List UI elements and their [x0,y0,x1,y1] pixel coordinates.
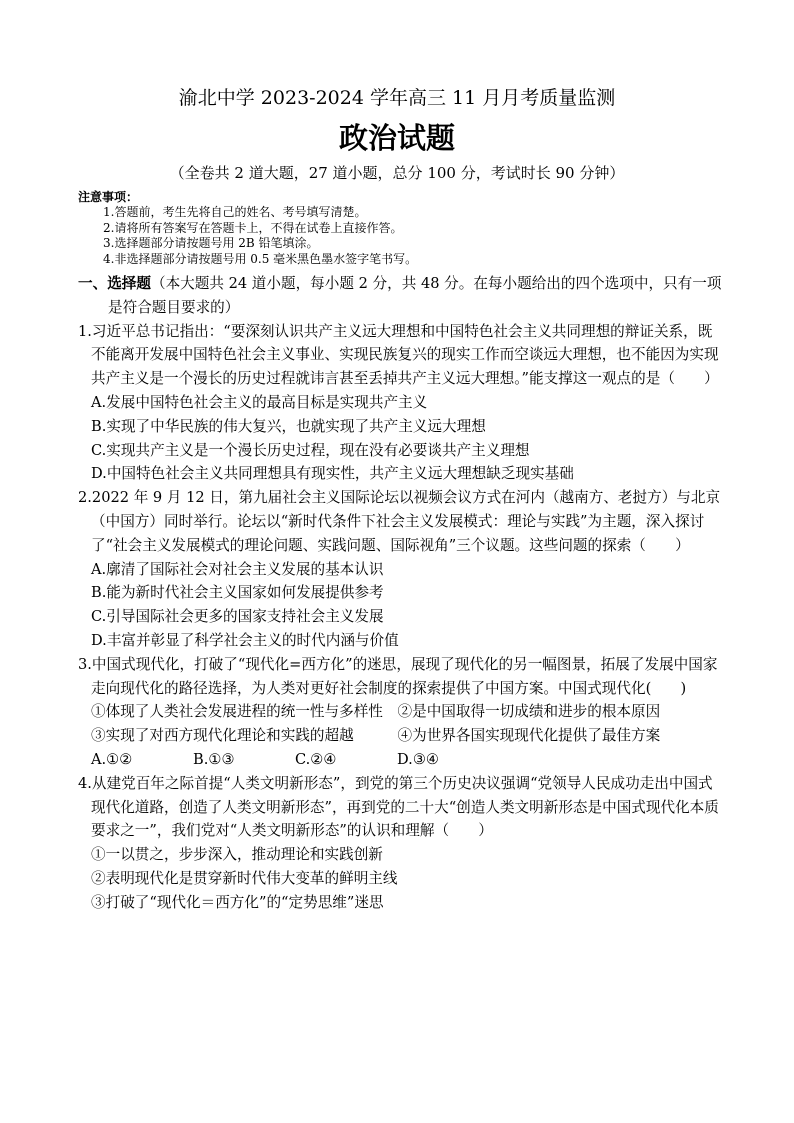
statement-1-2 [78,700,724,724]
notice-block [78,190,738,267]
section-title: 一、选择题 [78,275,151,292]
section-description: （本大题共 24 道小题，每小题 2 分，共 48 分。在每小题给出的四个选项中，只有一项是符合题目要求的） [108,275,722,316]
question-3 [78,653,724,772]
statement-3: ③打破了“现代化＝西方化”的“定势思维”迷思 [91,893,384,911]
statement-1: ①一以贯之，步步深入，推动理论和实践创新 [91,846,383,864]
notice-item: 1.答题前，考生先将自己的姓名、考号填写清楚。 [103,205,367,220]
statement-3: ③实现了对西方现代化理论和实践的超越 [91,727,354,745]
choice-d: D.③④ [397,750,439,768]
notice-item: 3.选择题部分请按题号用 2B 铅笔填涂。 [103,236,319,251]
option-b: B.能为新时代社会主义国家如何发展提供参考 [91,584,384,602]
option-b: B.实现了中华民族的伟大复兴，也就实现了共产主义远大理想 [91,417,486,435]
notice-item: 4.非选择题部分请按题号用 0.5 毫米黑色墨水签字笔书写。 [103,251,418,266]
question-stem: 3.中国式现代化，打破了“现代化=西方化”的迷思，展现了现代化的另一幅图景，拓展了发展中国家走向现代化的路径选择，为人类对更好社会制度的探索提供了中国方案。中国式现代化( ) [78,655,718,697]
statement-2: ②是中国取得一切成绩和进步的根本原因 [397,703,661,721]
choice-a: A.①② [91,750,133,768]
section-heading [78,272,724,320]
notice-item: 2.请将所有答案写在答题卡上，不得在试卷上直接作答。 [103,220,403,235]
statement-4: ④为世界各国实现现代化提供了最佳方案 [397,727,661,745]
questions-area [78,272,724,915]
option-a: A.发展中国特色社会主义的最高目标是实现共产主义 [91,393,428,411]
question-stem: 4.从建党百年之际首提“人类文明新形态”，到党的第三个历史决议强调“党领导人民成功走出中国式现代化道路，创造了人类文明新形态”，再到党的二十大“创造人类文明新形态是中国式现代化本质要求之一”，我们党对“人类文明新形态”的认识和理解（ ） [78,774,719,840]
option-d: D.中国特色社会主义共同理想具有现实性，共产主义远大理想缺乏现实基础 [91,465,574,483]
question-stem: 2.2022 年 9 月 12 日，第九届社会主义国际论坛以视频会议方式在河内（越南方、老挝方）与北京（中国方）同时举行。论坛以“新时代条件下社会主义发展模式：理论与实践”为主题，深入探讨了“社会主义发展模式的理论问题、实践问题、国际视角”三个议题。这些问题的探索（ ） [78,489,721,554]
question-1 [78,320,724,487]
statement-1: ①体现了人类社会发展进程的统一性与多样性 [91,703,383,721]
choice-c: C.②④ [295,750,337,768]
option-c: C.实现共产主义是一个漫长历史过程，现在没有必要谈共产主义理想 [91,441,530,459]
notice-heading: 注意事项： [78,190,139,204]
option-c: C.引导国际社会更多的国家支持社会主义发展 [91,608,384,626]
statement-2: ②表明现代化是贯穿新时代伟大变革的鲜明主线 [91,869,398,887]
subject-title: 政治试题 [338,121,455,155]
option-d: D.丰富并彰显了科学社会主义的时代内涵与价值 [91,631,399,649]
choice-b: B.①③ [193,750,235,768]
statement-3-4 [78,724,724,748]
question-2 [78,486,724,653]
exam-title: 渝北中学 2023-2024 学年高三 11 月月考质量监测 [178,87,616,109]
question-4 [78,772,724,915]
option-a: A.廓清了国际社会对社会主义发展的基本认识 [91,560,384,578]
exam-info: （全卷共 2 道大题，27 道小题，总分 100 分，考试时长 90 分钟） [169,164,625,182]
question-stem: 1.习近平总书记指出：“要深刻认识共产主义远大理想和中国特色社会主义共同理想的辩证关系，既不能离开发展中国特色社会主义事业、实现民族复兴的现实工作而空谈远大理想，也不能因为实现共产主义是一个漫长的历史过程就讳言甚至丢掉共产主义远大理想。”能支撑这一观点的是（ ） [78,322,719,388]
answer-choices [78,748,724,772]
